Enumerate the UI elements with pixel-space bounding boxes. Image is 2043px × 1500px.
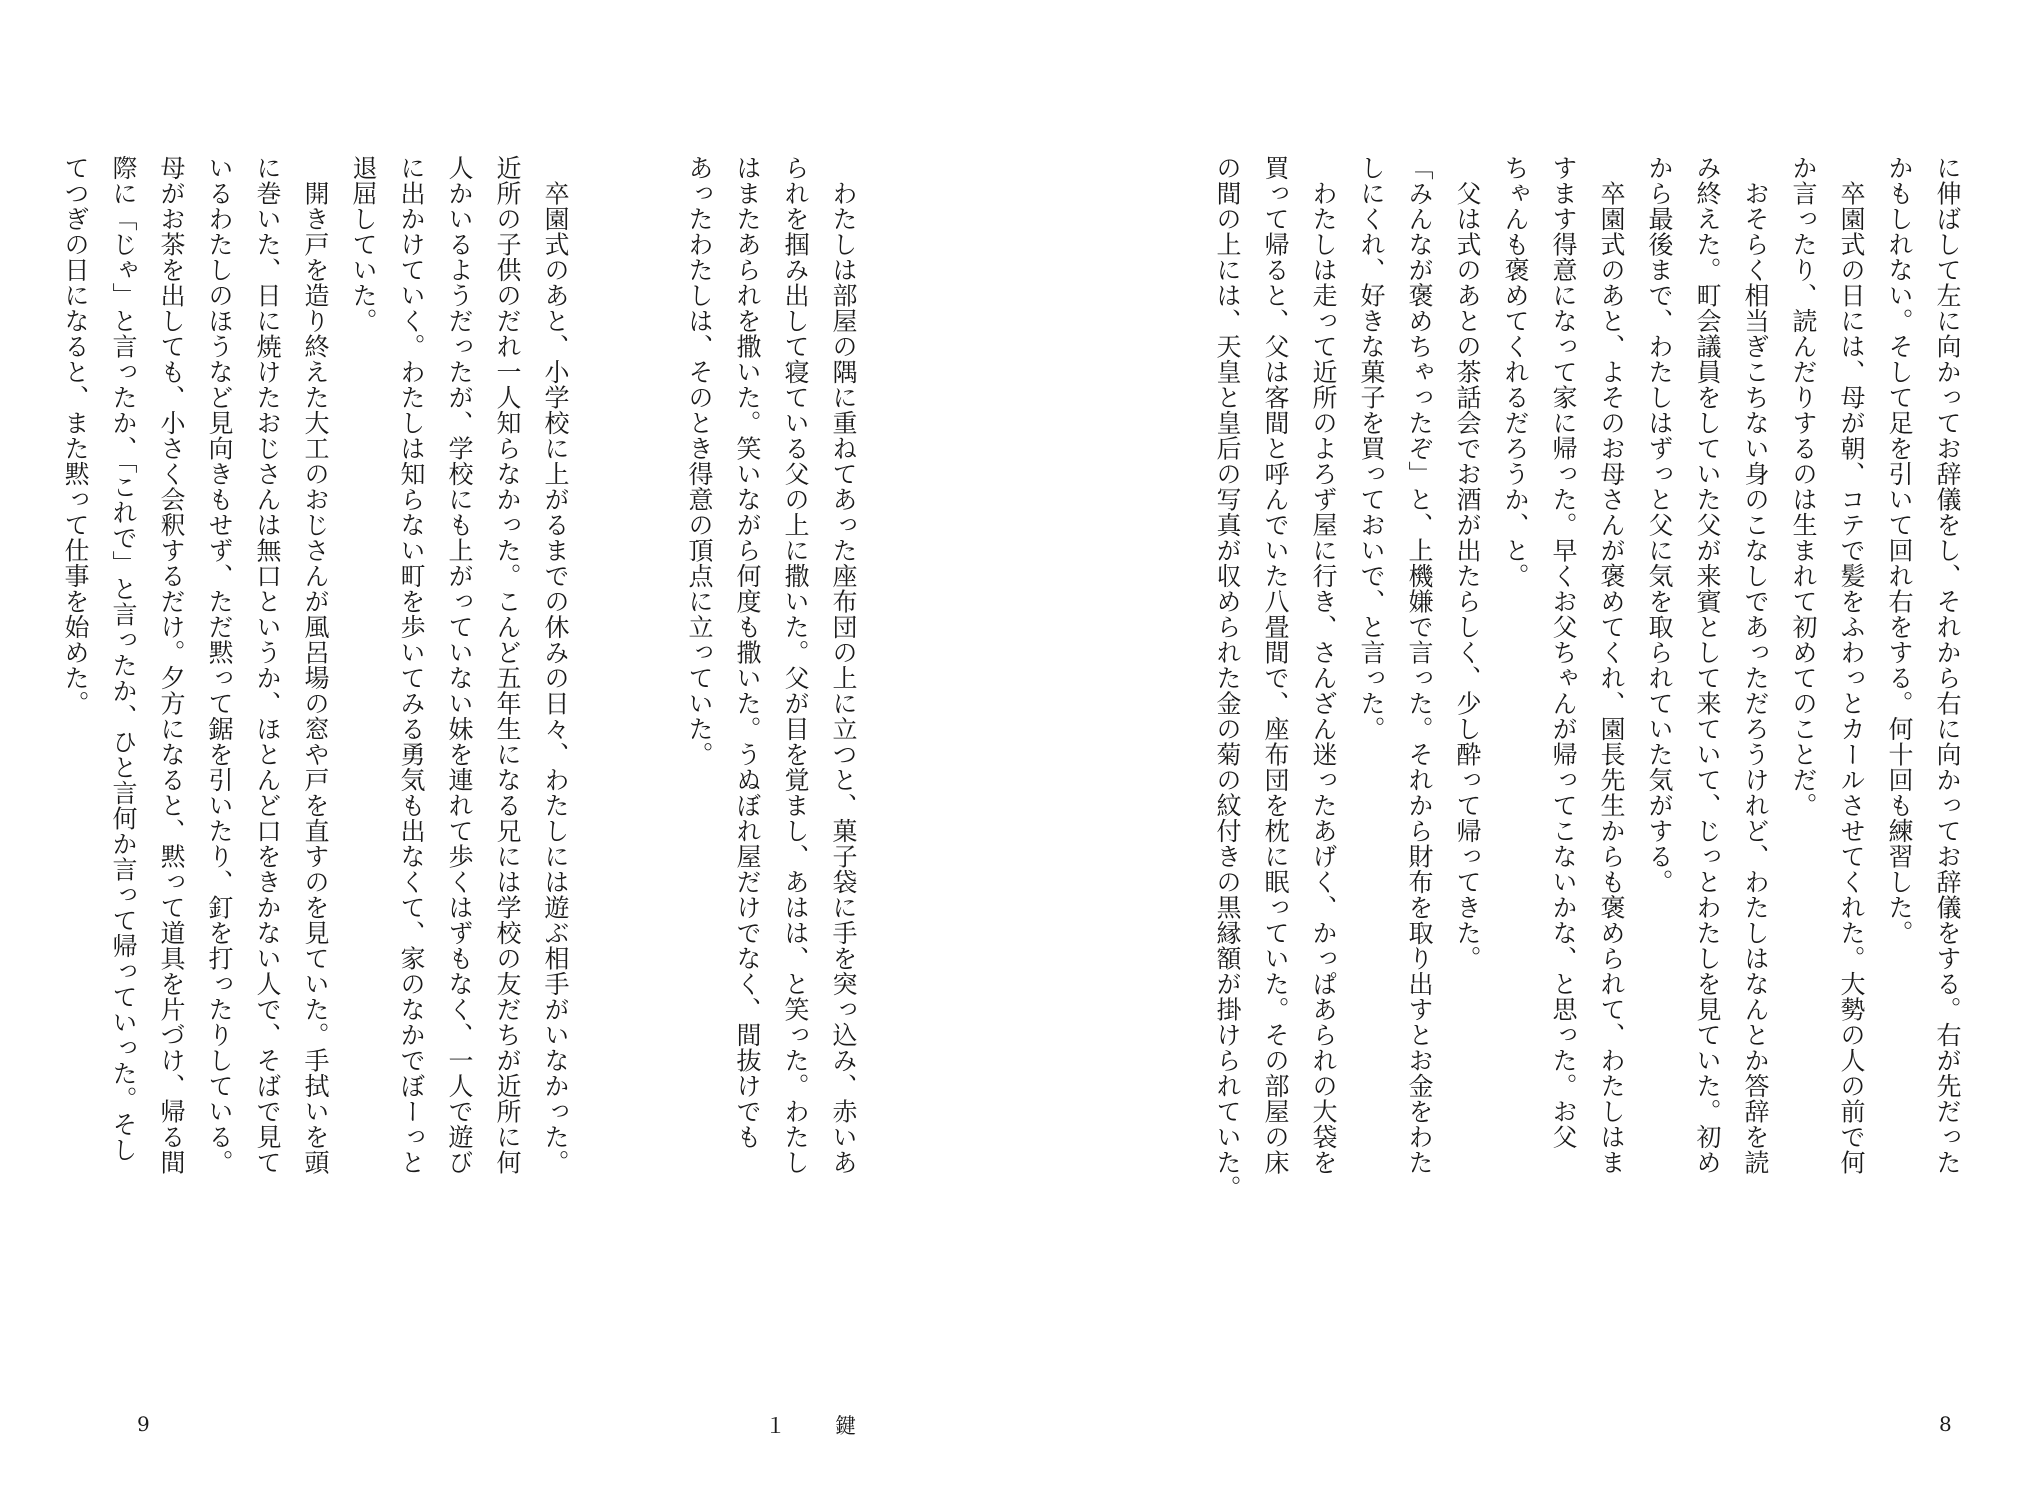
text-line: 人かいるようだったが、学校にも上がっていない妹を連れて歩くはずもなく、一人で遊び <box>445 155 474 1175</box>
section-break <box>579 155 675 1275</box>
page-number-left: 9 <box>137 1412 150 1436</box>
text-line: 母がお茶を出しても、小さく会釈するだけ。夕方になると、黙って道具を片づけ、帰る間 <box>157 155 186 1175</box>
text-line: に出かけていく。わたしは知らない町を歩いてみる勇気も出なくて、家のなかでぼーっと <box>397 155 426 1175</box>
text-line: に伸ばして左に向かってお辞儀をし、それから右に向かってお辞儀をする。右が先だった <box>1933 155 1962 1175</box>
text-line: 卒園式のあと、小学校に上がるまでの休みの日々、わたしには遊ぶ相手がいなかった。 <box>541 155 570 1175</box>
running-head: １ 鍵 <box>765 1414 870 1438</box>
text-line: 卒園式のあと、よそのお母さんが褒めてくれ、園長先生からも褒められて、わたしはま <box>1597 155 1626 1175</box>
text-line: 近所の子供のだれ一人知らなかった。こんど五年生になる兄には学校の友だちが近所に何 <box>493 155 522 1175</box>
text-line: 退屈していた。 <box>349 155 378 334</box>
left-page <box>0 0 1021 1500</box>
right-page <box>1021 0 2042 1500</box>
text-line: わたしは部屋の隅に重ねてあった座布団の上に立つと、菓子袋に手を突っ込み、赤いあ <box>829 155 858 1175</box>
text-line: ちゃんも褒めてくれるだろうか、と。 <box>1501 155 1530 589</box>
text-line: られを掴み出して寝ている父の上に撒いた。父が目を覚まし、あはは、と笑った。わたし <box>781 155 810 1175</box>
text-line: 「みんなが褒めちゃったぞ」と、上機嫌で言った。それから財布を取り出すとお金をわた <box>1405 155 1434 1175</box>
text-line: 卒園式の日には、母が朝、コテで髪をふわっとカールさせてくれた。大勢の人の前で何 <box>1837 155 1866 1175</box>
text-line: 際に「じゃ」と言ったか、「これで」と言ったか、ひと言何か言って帰っていった。そし <box>109 155 138 1163</box>
text-line: か言ったり、読んだりするのは生まれて初めてのことだ。 <box>1789 155 1818 818</box>
text-line: 父は式のあとの茶話会でお酒が出たらしく、少し酔って帰ってきた。 <box>1453 155 1482 971</box>
right-page-text <box>1011 155 1971 1275</box>
text-line: に巻いた、日に焼けたおじさんは無口というか、ほとんど口をきかない人で、そばで見て <box>253 155 282 1175</box>
page-number-right: 8 <box>1939 1412 1952 1436</box>
text-line: いるわたしのほうなど見向きもせず、ただ黙って鋸を引いたり、釘を打ったりしている。 <box>205 155 234 1175</box>
text-line: み終えた。町会議員をしていた父が来賓として来ていて、じっとわたしを見ていた。初め <box>1693 155 1722 1175</box>
text-line: わたしは走って近所のよろず屋に行き、さんざん迷ったあげく、かっぱあられの大袋を <box>1309 155 1338 1175</box>
text-line: かもしれない。そして足を引いて回れ右をする。何十回も練習した。 <box>1885 155 1914 946</box>
left-page-text <box>61 155 867 1275</box>
text-line: おそらく相当ぎこちない身のこなしであっただろうけれど、わたしはなんとか答辞を読 <box>1741 155 1770 1175</box>
text-line: すます得意になって家に帰った。早くお父ちゃんが帰ってこないかな、と思った。お父 <box>1549 155 1578 1150</box>
text-line: 開き戸を造り終えた大工のおじさんが風呂場の窓や戸を直すのを見ていた。手拭いを頭 <box>301 155 330 1175</box>
text-line: から最後まで、わたしはずっと父に気を取られていた気がする。 <box>1645 155 1674 895</box>
text-line: の間の上には、天皇と皇后の写真が収められた金の菊の紋付きの黒縁額が掛けられていた。 <box>1213 155 1242 1201</box>
text-line: てつぎの日になると、また黙って仕事を始めた。 <box>61 155 90 716</box>
text-line: あったわたしは、そのとき得意の頂点に立っていた。 <box>685 155 714 767</box>
text-line: はまたあられを撒いた。笑いながら何度も撒いた。うぬぼれ屋だけでなく、間抜けでも <box>733 155 762 1150</box>
text-line: 買って帰ると、父は客間と呼んでいた八畳間で、座布団を枕に眠っていた。その部屋の床 <box>1261 155 1290 1175</box>
text-line: しにくれ、好きな菓子を買っておいで、と言った。 <box>1357 155 1386 742</box>
